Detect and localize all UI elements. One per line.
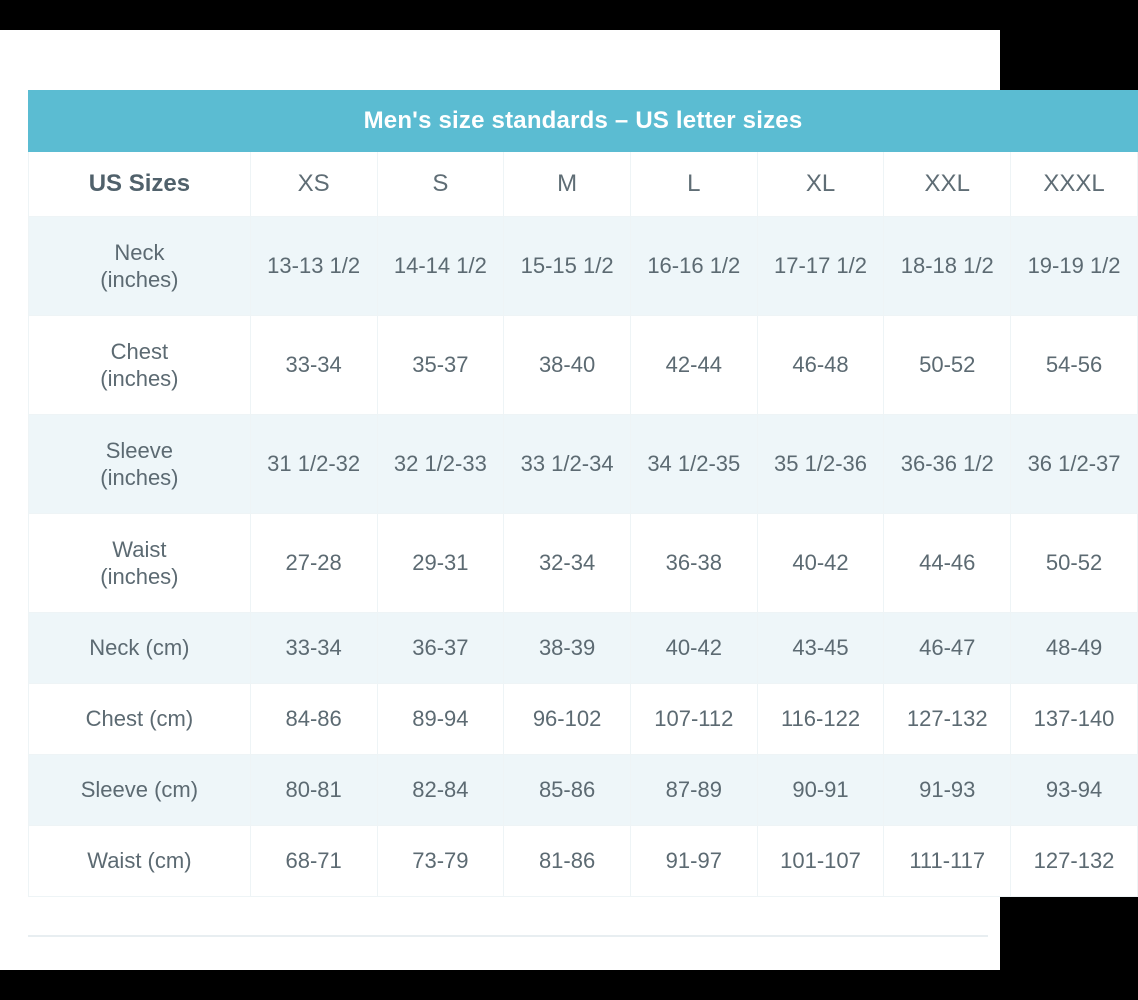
cell: 90-91	[757, 755, 884, 826]
chart-title: Men's size standards – US letter sizes	[29, 91, 1138, 152]
table-row	[29, 316, 1138, 415]
cell: 32-34	[504, 514, 631, 613]
cell: 36-36 1/2	[884, 415, 1011, 514]
row-label-chest-inches	[29, 316, 251, 415]
cell: 50-52	[884, 316, 1011, 415]
row-label-neck-inches	[29, 217, 251, 316]
cell: 34 1/2-35	[630, 415, 757, 514]
cell: 17-17 1/2	[757, 217, 884, 316]
table-row	[29, 755, 1138, 826]
cell: 40-42	[757, 514, 884, 613]
cell: 111-117	[884, 826, 1011, 897]
cell: 82-84	[377, 755, 504, 826]
row-label-waist-inches	[29, 514, 251, 613]
table-row	[29, 514, 1138, 613]
size-chart-table-container	[28, 90, 1121, 910]
cell: 48-49	[1011, 613, 1138, 684]
row-label-line1: Waist	[112, 536, 167, 562]
column-header-us-sizes: US Sizes	[29, 152, 251, 217]
footer-divider	[28, 935, 988, 937]
cell: 29-31	[377, 514, 504, 613]
cell: 85-86	[504, 755, 631, 826]
table-row	[29, 826, 1138, 897]
cell: 27-28	[250, 514, 377, 613]
cell: 87-89	[630, 755, 757, 826]
column-header-s: S	[377, 152, 504, 217]
column-header-l: L	[630, 152, 757, 217]
row-label-chest-cm: Chest (cm)	[29, 684, 251, 755]
table-row	[29, 613, 1138, 684]
cell: 16-16 1/2	[630, 217, 757, 316]
table-header-row	[29, 152, 1138, 217]
cell: 36-38	[630, 514, 757, 613]
cell: 14-14 1/2	[377, 217, 504, 316]
cell: 116-122	[757, 684, 884, 755]
cell: 73-79	[377, 826, 504, 897]
column-header-xl: XL	[757, 152, 884, 217]
cell: 127-132	[884, 684, 1011, 755]
cell: 19-19 1/2	[1011, 217, 1138, 316]
table-row	[29, 415, 1138, 514]
cell: 35-37	[377, 316, 504, 415]
cell: 137-140	[1011, 684, 1138, 755]
cell: 89-94	[377, 684, 504, 755]
column-header-xxxl: XXXL	[1011, 152, 1138, 217]
row-label-sleeve-inches	[29, 415, 251, 514]
row-label-line1: Sleeve	[105, 437, 174, 463]
cell: 35 1/2-36	[757, 415, 884, 514]
cell: 96-102	[504, 684, 631, 755]
column-header-xxl: XXL	[884, 152, 1011, 217]
column-header-xs: XS	[250, 152, 377, 217]
cell: 84-86	[250, 684, 377, 755]
cell: 43-45	[757, 613, 884, 684]
row-label-line2: (inches)	[100, 564, 179, 589]
table-row	[29, 217, 1138, 316]
cell: 127-132	[1011, 826, 1138, 897]
row-label-waist-cm: Waist (cm)	[29, 826, 251, 897]
cell: 38-39	[504, 613, 631, 684]
cell: 101-107	[757, 826, 884, 897]
cell: 38-40	[504, 316, 631, 415]
row-label-sleeve-cm: Sleeve (cm)	[29, 755, 251, 826]
cell: 32 1/2-33	[377, 415, 504, 514]
cell: 80-81	[250, 755, 377, 826]
cell: 93-94	[1011, 755, 1138, 826]
cell: 33 1/2-34	[504, 415, 631, 514]
cell: 36 1/2-37	[1011, 415, 1138, 514]
cell: 50-52	[1011, 514, 1138, 613]
cell: 36-37	[377, 613, 504, 684]
cell: 91-97	[630, 826, 757, 897]
cell: 40-42	[630, 613, 757, 684]
cell: 33-34	[250, 316, 377, 415]
cell: 18-18 1/2	[884, 217, 1011, 316]
cell: 46-48	[757, 316, 884, 415]
cell: 31 1/2-32	[250, 415, 377, 514]
size-chart-card	[0, 30, 1121, 970]
cell: 68-71	[250, 826, 377, 897]
cell: 107-112	[630, 684, 757, 755]
cell: 81-86	[504, 826, 631, 897]
cell: 46-47	[884, 613, 1011, 684]
row-label-line1: Neck	[114, 239, 165, 265]
cell: 42-44	[630, 316, 757, 415]
table-row	[29, 684, 1138, 755]
cell: 91-93	[884, 755, 1011, 826]
row-label-line2: (inches)	[100, 267, 179, 292]
cell: 13-13 1/2	[250, 217, 377, 316]
table-title-row	[29, 91, 1138, 152]
column-header-m: M	[504, 152, 631, 217]
row-label-line1: Chest	[110, 338, 169, 364]
cell: 54-56	[1011, 316, 1138, 415]
row-label-line2: (inches)	[100, 465, 179, 490]
cell: 15-15 1/2	[504, 217, 631, 316]
row-label-line2: (inches)	[100, 366, 179, 391]
cell: 44-46	[884, 514, 1011, 613]
row-label-neck-cm: Neck (cm)	[29, 613, 251, 684]
size-chart-table	[28, 90, 1138, 897]
cell: 33-34	[250, 613, 377, 684]
